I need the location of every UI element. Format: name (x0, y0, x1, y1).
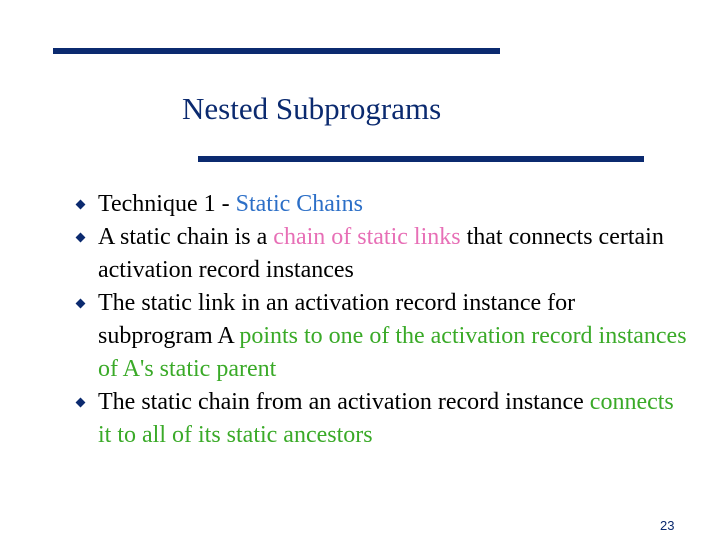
bullet-highlight: points to one of the activation record instances of A's static parent (98, 323, 687, 382)
bullet-text: The static chain from an activation record instance (98, 389, 590, 415)
bullet-list (72, 188, 692, 452)
bullet-text: The static link in an activation record instance for subprogram A (98, 290, 576, 349)
bullet-text: A static chain is a (98, 224, 274, 250)
diamond-bullet-icon (76, 233, 86, 243)
slide-title: Nested Subprograms (182, 91, 442, 126)
bullet-text: Technique 1 - (98, 191, 236, 217)
bullet-highlight: chain of static links (273, 224, 461, 250)
title-rule-top (53, 48, 500, 54)
bullet-text: that connects certain activation record instances (98, 224, 664, 283)
page-number: 23 (660, 518, 675, 533)
bullet-highlight: connects it to all of its static ancestors (98, 389, 674, 448)
bullet-item (72, 287, 692, 386)
bullet-highlight: Static Chains (235, 191, 363, 217)
diamond-bullet-icon (76, 299, 86, 309)
bullet-item (72, 386, 692, 452)
diamond-bullet-icon (76, 398, 86, 408)
bullet-item (72, 221, 692, 287)
title-rule-bottom (198, 156, 644, 162)
bullet-item (72, 188, 692, 221)
diamond-bullet-icon (76, 200, 86, 210)
